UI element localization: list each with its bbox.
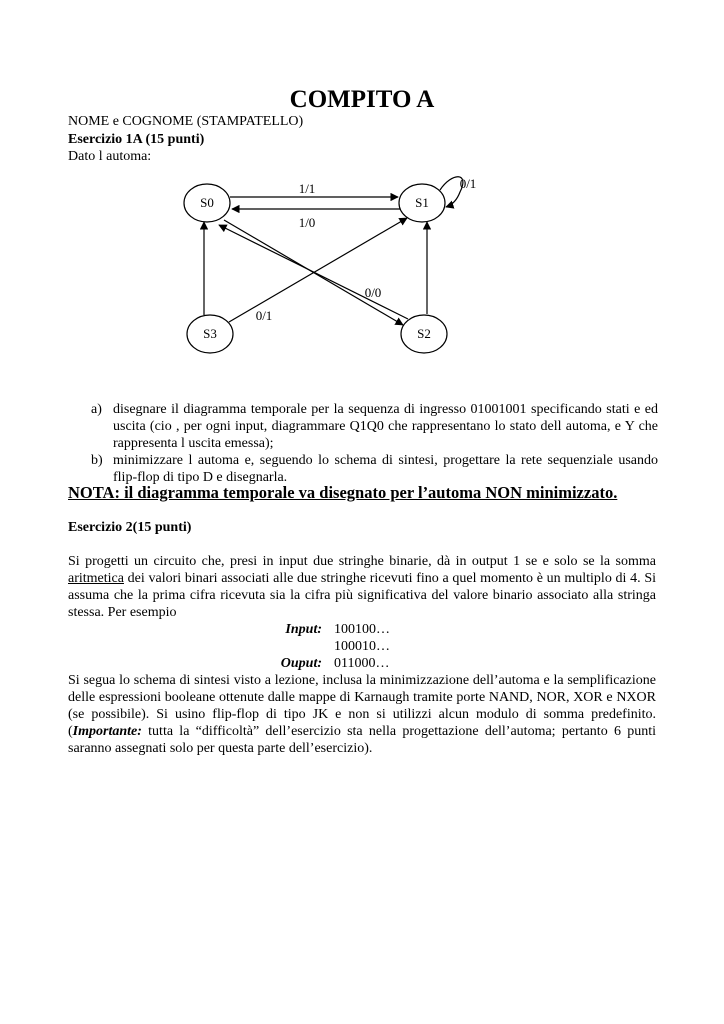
edge-label-s1-self: 0/1 [459,176,477,191]
important-label: Importante: [72,724,142,739]
state-diagram [0,160,724,380]
state-s0-label: S0 [200,195,214,210]
p1-underlined-word: aritmetica [68,571,124,586]
input-value-1: 100100… [334,622,390,637]
state-s2-label: S2 [417,326,431,341]
p1-text-b: dei valori binari associati alle due stringhe ricevuti fino a quel momento è un multiplo di 4. Si assuma che la prima cifra ricevuta sia la cifra più significativa del valore binario associato alla stringa stessa. Per esempio [68,571,656,620]
p1-text-a: Si progetti un circuito che, presi in input due stringhe binarie, dà in output 1 se e solo se la somma [68,554,656,569]
p2-text-c: tutta la “difficoltà” dell’esercizio sta nella progettazione dell’automa; pertanto 6 punti saranno assegnati solo per questa parte dell’esercizio). [68,724,656,756]
task-a-text: disegnare il diagramma temporale per la sequenza di ingresso 01001001 specificando stati e ed uscita (cio , per ogni input, diagrammare Q1Q0 che rappresentano lo stato dell automa, e Y che rappresenta l uscita emessa); [113,402,658,451]
exercise-1-intro: Dato l automa: [68,149,152,164]
state-s3-label: S3 [203,326,217,341]
exercise-1-tasks [68,401,658,486]
p2-text-a: Si segua lo schema di sintesi visto a lezione, inclusa la minimizzazione dell’automa e la semplificazione delle espressioni booleane ottenute dalle mappe di Karnaugh tramite porte NAND, NOR, XOR e NXOR (se possibile). Si usino flip-flop di tipo JK e non si utilizzi alcun modulo di somma predefinito. ( [68,673,656,739]
list-item [68,452,658,486]
exercise-1-heading: Esercizio 1A (15 punti) [68,132,205,147]
edge-label-s1-s0: 1/0 [298,215,316,230]
edge-label-s2-s0: 0/0 [364,285,382,300]
list-marker: b) [91,453,103,468]
page-title: COMPITO A [289,86,435,113]
list-item [68,401,658,452]
name-line: NOME e COGNOME (STAMPATELLO) [68,114,304,129]
input-value-2: 100010… [334,639,390,654]
state-s1-label: S1 [415,195,429,210]
output-value: 011000… [334,656,390,671]
input-label: Input: [285,622,322,637]
output-label: Ouput: [280,656,322,671]
edge-label-s3-s1: 0/1 [255,308,273,323]
nota-line: NOTA: il diagramma temporale va disegnato per l’automa NON minimizzato. [68,483,618,502]
exercise-2-paragraph-2 [68,672,656,757]
exercise-2-heading: Esercizio 2(15 punti) [68,520,192,535]
list-marker: a) [91,402,102,417]
exercise-2-paragraph-1 [68,553,656,621]
edge-label-s0-s1: 1/1 [298,181,316,196]
edge-s3-s1 [229,218,407,322]
task-b-text: minimizzare l automa e, seguendo lo schema di sintesi, progettare la rete sequenziale usando flip-flop di tipo D e disegnarla. [113,453,658,485]
